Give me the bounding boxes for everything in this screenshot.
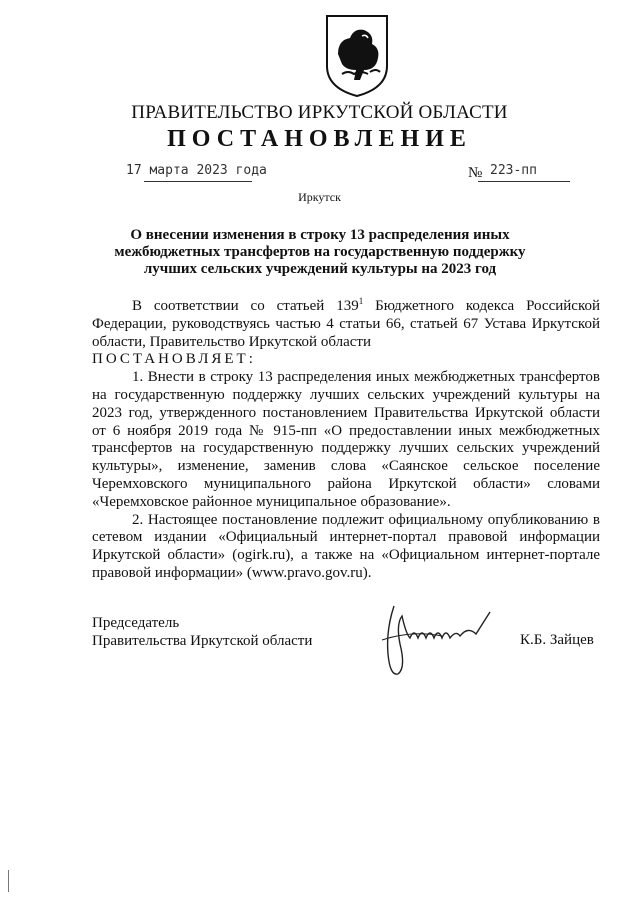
scan-margin-mark [8,870,9,892]
signer-name: К.Б. Зайцев [520,632,594,648]
decree-title: О внесении изменения в строку 13 распределения иных межбюджетных трансфертов на государственную поддержку лучших сельских учреждений культуры на 2023 год [114,227,526,277]
signer-position-line2: Правительства Иркутской области [92,633,313,649]
decree-type-heading: ПОСТАНОВЛЕНИЕ [167,126,472,152]
intro-superscript: 1 [358,296,364,306]
signer-position-line1: Председатель [92,615,180,631]
government-name: ПРАВИТЕЛЬСТВО ИРКУТСКОЙ ОБЛАСТИ [131,102,508,123]
item-1: 1. Внести в строку 13 распределения иных межбюджетных трансфертов на государственную поддержку лучших сельских учреждений культуры на 2023 год, утвержденного постановлением Правительства Иркутской области от 6 ноября 2019 года № 915-пп «О предоставлении иных межбюджетных трансфертов на государственную поддержку лучших сельских учреждений культуры», изменение, заменив слова «Саянское сельское поселение Черемховского муниципального района Иркутской области» словами «Черемховское районное муниципальное образование». [92,369,600,510]
intro-text-b: Бюджетного кодекса Российской Федерации, руководствуясь частью 4 статьи 66, статьей 67 Устава Иркутской области, Правительство Иркутской области [92,298,600,350]
intro-text-a: В соответствии со статьей 139 [132,298,359,314]
decree-body [92,293,600,583]
number-underline [478,181,570,182]
item-2: 2. Настоящее постановление подлежит официальному опубликованию в сетевом издании «Официальный интернет-портал правовой информации Иркутской области» (ogirk.ru), а также на «Официальном интернет-портале правовой информации» (www.pravo.gov.ru). [92,511,600,581]
number-sign: № [468,165,483,181]
handwritten-signature [372,600,504,682]
decree-date: 17 марта 2023 года [126,163,267,178]
resolves-line: ПОСТАНОВЛЯЕТ: [92,351,256,368]
decree-number: 223-пп [490,163,537,178]
city-name: Иркутск [298,190,341,204]
intro-paragraph [92,293,600,351]
irkutsk-coat-of-arms-icon [324,14,390,98]
signer-position [92,614,312,650]
date-underline [144,181,252,182]
